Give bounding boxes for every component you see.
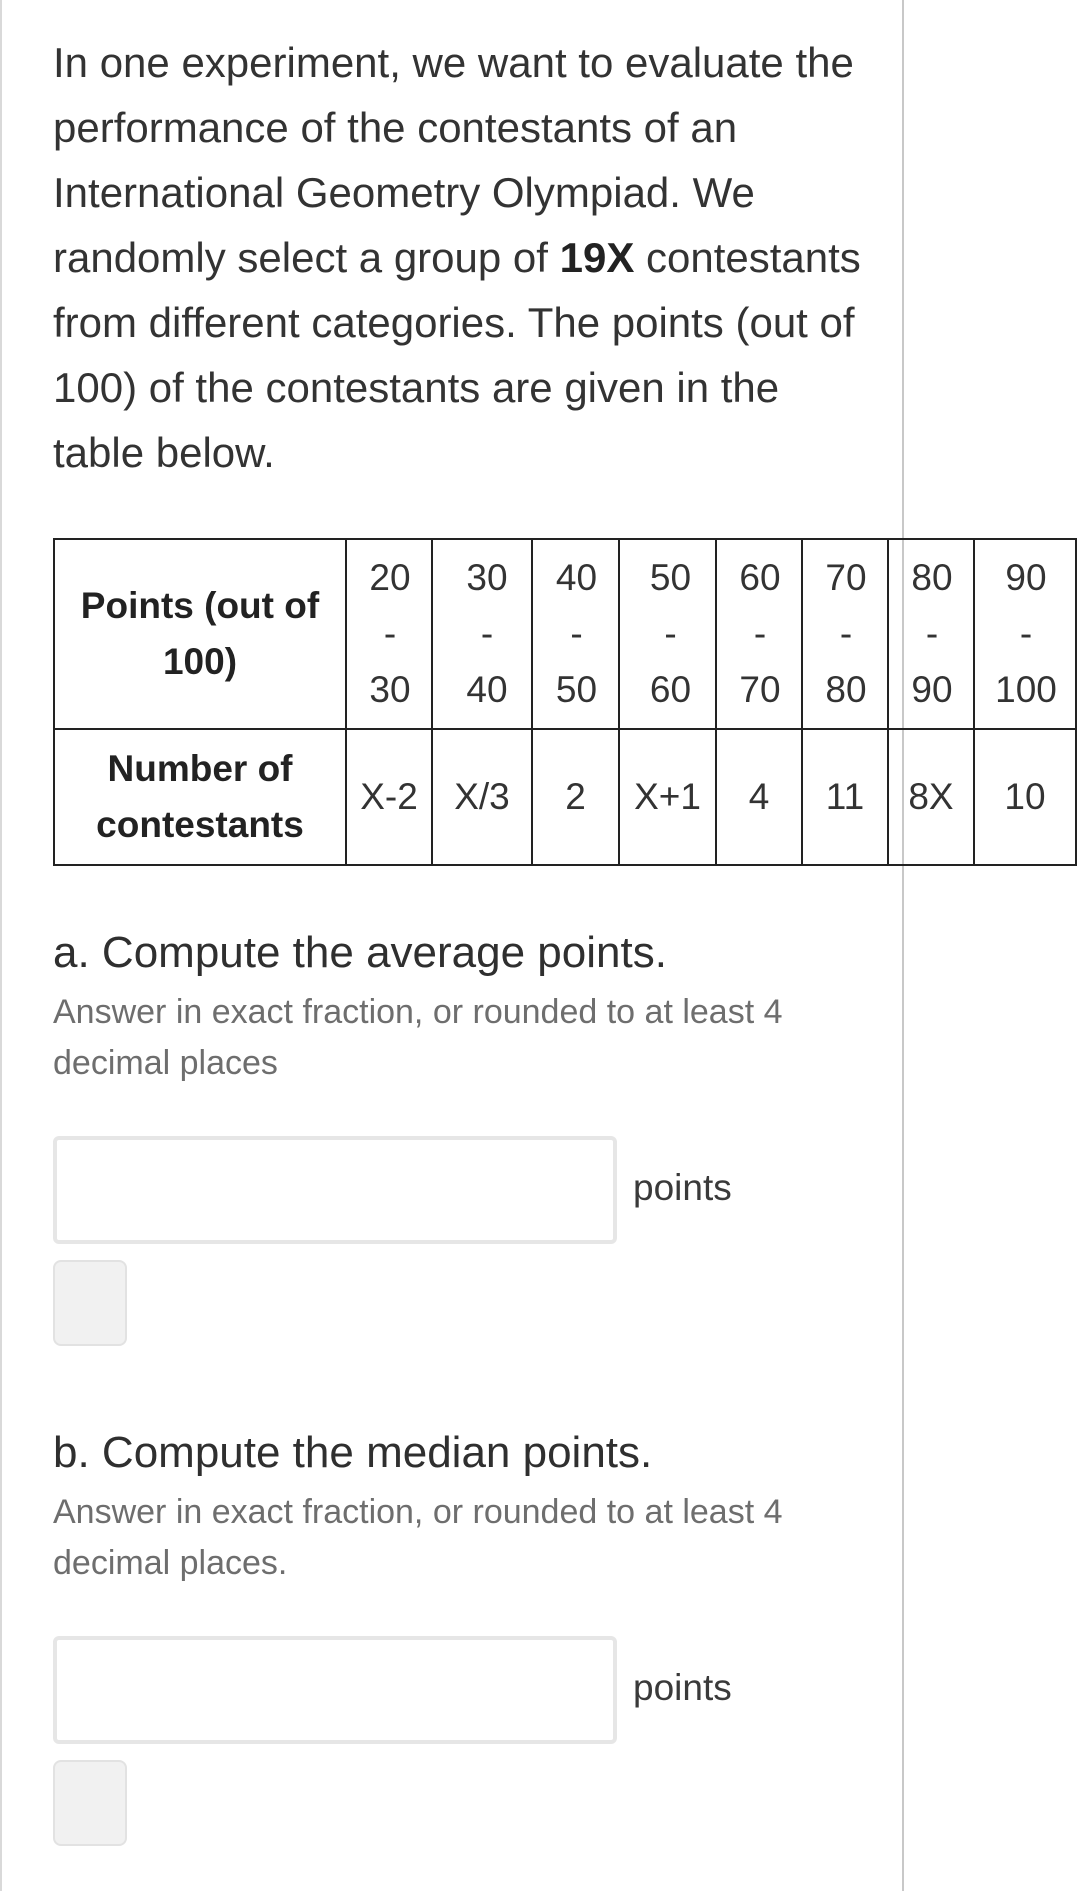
count-cell: 8X	[888, 729, 974, 865]
count-cell: X-2	[346, 729, 432, 865]
count-row	[54, 729, 1076, 865]
part-a-hint: Answer in exact fraction, or rounded to at least 4 decimal places	[53, 993, 783, 1082]
question-text: In one experiment, we want to evaluate the performance of the contestants of an International Geometry Olympiad. We randomly select a group of 19X contestants from different categories. The points (out of 100) of the contestants are given in the table below.	[53, 39, 861, 476]
part-a-preview-button[interactable]	[53, 1260, 127, 1346]
count-cell: X+1	[619, 729, 716, 865]
range-cell: 40 - 50	[532, 539, 619, 729]
count-cell: X/3	[432, 729, 532, 865]
points-header: Points (out of 100)	[54, 539, 346, 729]
group-size-value: 19X	[559, 234, 635, 281]
range-cell: 30 - 40	[432, 539, 532, 729]
points-row	[54, 539, 1076, 729]
count-cell: 4	[716, 729, 802, 865]
part-a-unit: points	[633, 1167, 732, 1208]
count-header: Number of contestants	[54, 729, 346, 865]
part-b-unit: points	[633, 1667, 732, 1708]
range-cell: 80 - 90	[888, 539, 974, 729]
frequency-table	[53, 538, 1077, 866]
range-cell: 70 - 80	[802, 539, 888, 729]
left-border	[0, 0, 2, 1891]
part-a-title: a. Compute the average points.	[53, 928, 667, 977]
part-b-preview-button[interactable]	[53, 1760, 127, 1846]
part-b-hint: Answer in exact fraction, or rounded to at least 4 decimal places.	[53, 1493, 783, 1582]
range-cell: 90 - 100	[974, 539, 1076, 729]
range-cell: 50 - 60	[619, 539, 716, 729]
range-cell: 60 - 70	[716, 539, 802, 729]
count-cell: 11	[802, 729, 888, 865]
range-cell: 20 - 30	[346, 539, 432, 729]
part-b-title: b. Compute the median points.	[53, 1428, 653, 1477]
part-a-answer-input[interactable]	[53, 1136, 617, 1244]
count-cell: 10	[974, 729, 1076, 865]
count-cell: 2	[532, 729, 619, 865]
part-b-answer-input[interactable]	[53, 1636, 617, 1744]
right-border	[902, 0, 904, 1891]
